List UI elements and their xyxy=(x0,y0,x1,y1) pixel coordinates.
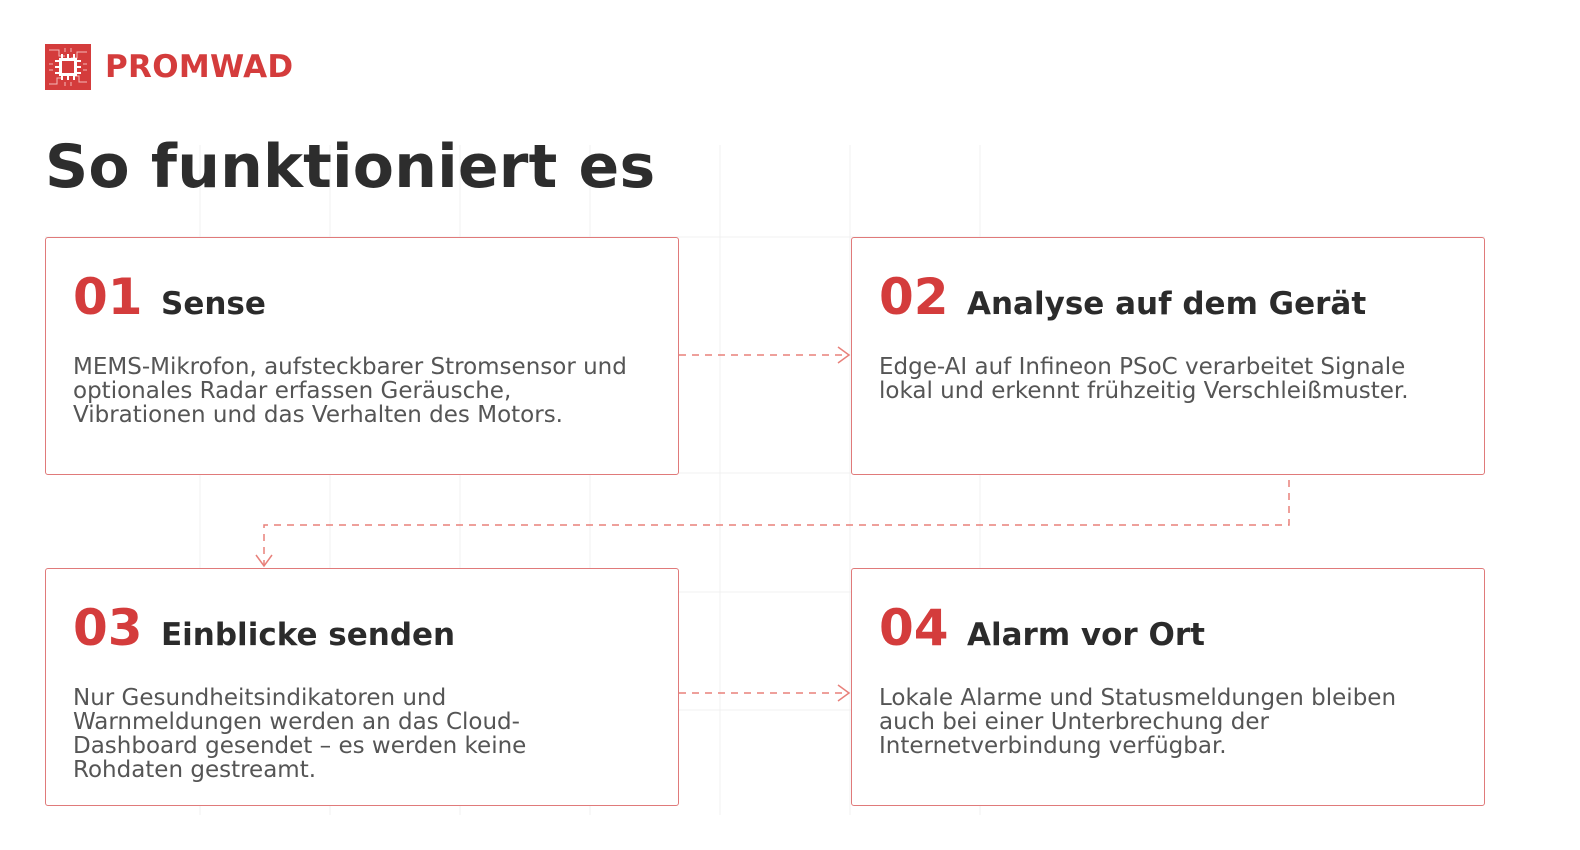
step-title: Analyse auf dem Gerät xyxy=(967,286,1367,322)
step-card-02 xyxy=(851,237,1485,475)
step-card-01 xyxy=(45,237,679,475)
step-number: 04 xyxy=(879,599,949,657)
step-number: 03 xyxy=(73,599,143,657)
step-description: MEMS-Mikrofon, aufsteckbarer Stromsensor und optionales Radar erfassen Geräusche, Vibrationen und das Verhalten des Motors. xyxy=(73,354,627,428)
step-description: Edge-AI auf Infineon PSoC verarbeitet Signale lokal und erkennt frühzeitig Verschleißmuster. xyxy=(879,354,1409,404)
page-title: So funktioniert es xyxy=(45,132,656,202)
brand-name: PROMWAD xyxy=(105,49,294,85)
step-card-04 xyxy=(851,568,1485,806)
step-number: 01 xyxy=(73,268,143,326)
step-number: 02 xyxy=(879,268,949,326)
brand-logo[interactable] xyxy=(45,44,293,90)
step-title: Sense xyxy=(161,286,266,322)
step-title: Einblicke senden xyxy=(161,617,456,653)
step-description: Lokale Alarme und Statusmeldungen bleiben auch bei einer Unterbrechung der Internetverbindung verfügbar. xyxy=(879,685,1397,759)
step-description: Nur Gesundheitsindikatoren und Warnmeldungen werden an das Cloud-Dashboard gesendet – es werden keine Rohdaten gestreamt. xyxy=(73,685,527,783)
step-title: Alarm vor Ort xyxy=(967,617,1205,653)
step-card-03 xyxy=(45,568,679,806)
chip-icon xyxy=(45,44,91,90)
